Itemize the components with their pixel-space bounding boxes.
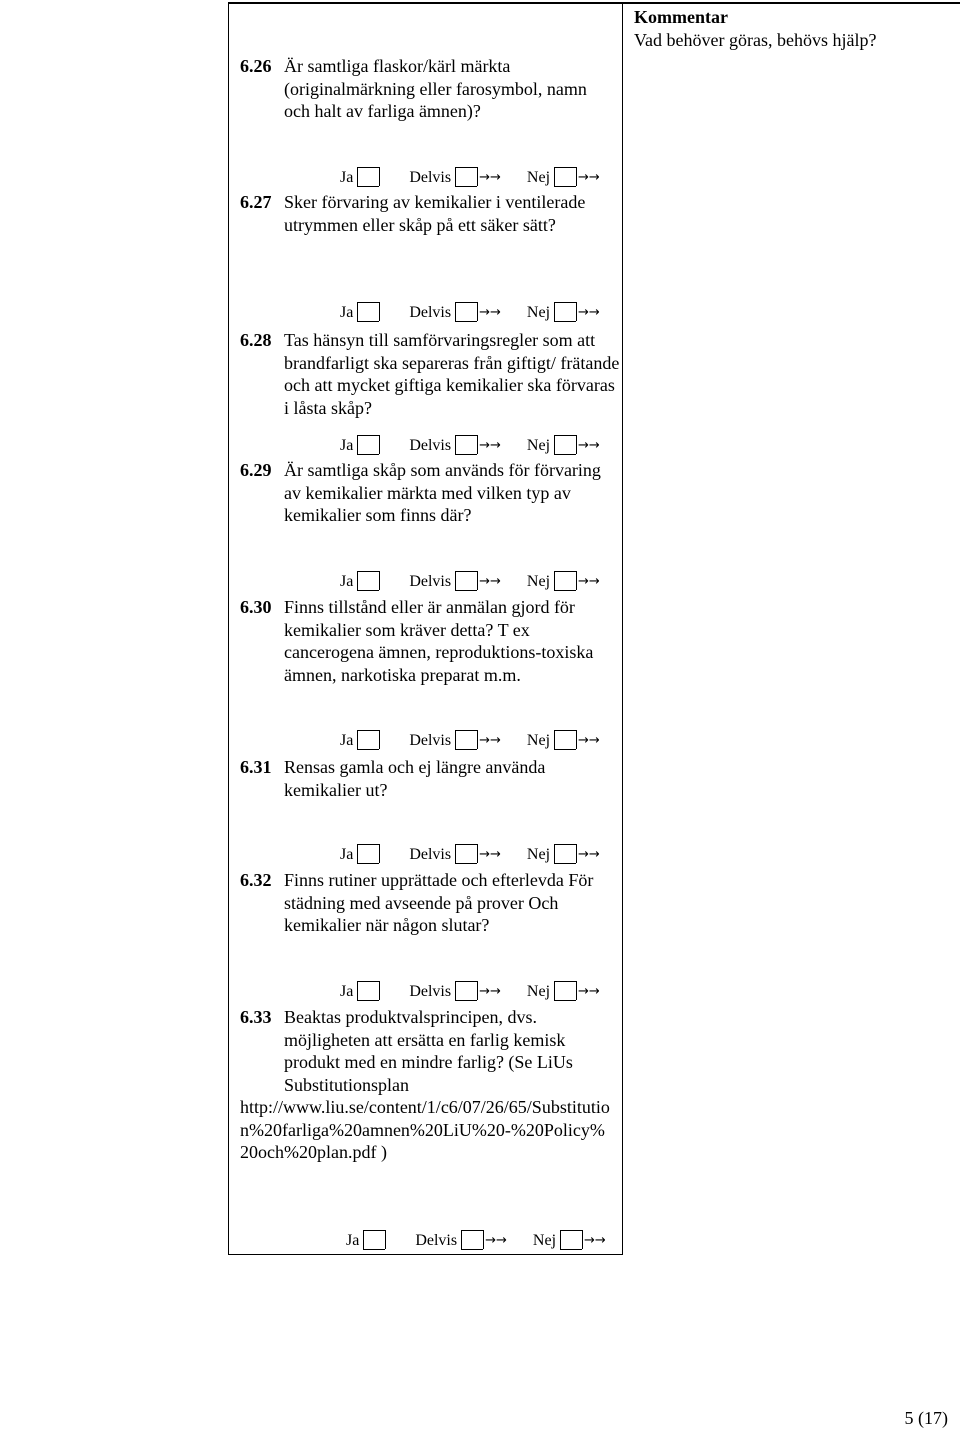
yes-label: Ja <box>340 982 354 1000</box>
no-label: Nej <box>526 572 551 590</box>
question-number: 6.33 <box>240 1007 272 1027</box>
answer-row-6-33 <box>346 1228 606 1252</box>
question-6-29 <box>240 459 620 525</box>
no-checkbox[interactable] <box>554 167 576 187</box>
question-6-30 <box>240 596 620 685</box>
question-number: 6.30 <box>240 597 272 617</box>
no-checkbox[interactable] <box>554 571 576 591</box>
comment-subtitle: Vad behöver göras, behövs hjälp? <box>634 29 877 50</box>
question-6-28 <box>240 329 620 418</box>
yes-label: Ja <box>340 845 354 863</box>
partly-label: Delvis <box>409 572 452 590</box>
arrow-icon: →→ <box>578 732 600 748</box>
yes-label: Ja <box>346 1231 360 1249</box>
page-number: 5 (17) <box>904 1408 948 1428</box>
no-label: Nej <box>526 731 551 749</box>
no-checkbox[interactable] <box>560 1230 582 1250</box>
arrow-icon: →→ <box>578 169 600 185</box>
partly-label: Delvis <box>409 436 452 454</box>
question-number: 6.29 <box>240 460 272 480</box>
partly-checkbox[interactable] <box>455 981 477 1001</box>
question-6-32 <box>240 869 620 935</box>
question-text: Rensas gamla och ej längre använda kemikalier ut? <box>284 757 546 800</box>
partly-checkbox[interactable] <box>455 167 477 187</box>
answer-row-6-27 <box>340 300 600 324</box>
arrow-icon: →→ <box>479 304 501 320</box>
partly-label: Delvis <box>409 845 452 863</box>
yes-label: Ja <box>340 303 354 321</box>
comment-title: Kommentar <box>634 7 728 27</box>
yes-checkbox[interactable] <box>357 435 379 455</box>
arrow-icon: →→ <box>578 437 600 453</box>
arrow-icon: →→ <box>479 573 501 589</box>
arrow-icon: →→ <box>485 1232 507 1248</box>
no-checkbox[interactable] <box>554 730 576 750</box>
no-checkbox[interactable] <box>554 844 576 864</box>
partly-checkbox[interactable] <box>455 571 477 591</box>
yes-checkbox[interactable] <box>357 844 379 864</box>
partly-checkbox[interactable] <box>461 1230 483 1250</box>
partly-label: Delvis <box>409 168 452 186</box>
question-6-33 <box>240 1006 610 1162</box>
table-column-divider <box>622 2 623 1255</box>
answer-row-6-32 <box>340 979 600 1003</box>
answer-row-6-28 <box>340 433 600 457</box>
question-text: Är samtliga flaskor/kärl märkta (originalmärkning eller farosymbol, namn och halt av farliga ämnen)? <box>284 56 587 121</box>
partly-checkbox[interactable] <box>455 435 477 455</box>
no-label: Nej <box>526 303 551 321</box>
partly-checkbox[interactable] <box>455 730 477 750</box>
no-label: Nej <box>526 982 551 1000</box>
answer-row-6-26 <box>340 165 600 189</box>
yes-checkbox[interactable] <box>357 571 379 591</box>
question-number: 6.28 <box>240 330 272 350</box>
yes-label: Ja <box>340 168 354 186</box>
yes-checkbox[interactable] <box>357 730 379 750</box>
no-checkbox[interactable] <box>554 435 576 455</box>
question-number: 6.32 <box>240 870 272 890</box>
question-6-27 <box>240 191 620 235</box>
no-label: Nej <box>526 168 551 186</box>
no-label: Nej <box>526 436 551 454</box>
table-left-border <box>228 2 229 1255</box>
arrow-icon: →→ <box>578 983 600 999</box>
arrow-icon: →→ <box>479 169 501 185</box>
no-checkbox[interactable] <box>554 302 576 322</box>
question-number: 6.27 <box>240 192 272 212</box>
question-text: Finns rutiner upprättade och efterlevda För städning med avseende på prover Och kemikalier när någon slutar? <box>284 870 594 935</box>
partly-label: Delvis <box>415 1231 458 1249</box>
arrow-icon: →→ <box>479 846 501 862</box>
comment-column-header <box>634 6 876 51</box>
arrow-icon: →→ <box>578 846 600 862</box>
table-top-border <box>228 2 960 4</box>
yes-checkbox[interactable] <box>357 302 379 322</box>
question-text: Är samtliga skåp som används för förvaring av kemikalier märkta med vilken typ av kemikalier som finns där? <box>284 460 601 525</box>
question-text: Beaktas produktvalsprincipen, dvs. möjligheten att ersätta en farlig kemisk produkt med en mindre farlig? (Se LiUs Substitutionsplan <box>284 1007 573 1095</box>
question-6-31 <box>240 756 620 800</box>
question-text: Sker förvaring av kemikalier i ventilerade utrymmen eller skåp på ett säker sätt? <box>284 192 586 235</box>
question-6-26 <box>240 55 620 121</box>
yes-label: Ja <box>340 731 354 749</box>
yes-checkbox[interactable] <box>357 981 379 1001</box>
partly-label: Delvis <box>409 731 452 749</box>
partly-label: Delvis <box>409 982 452 1000</box>
yes-checkbox[interactable] <box>363 1230 385 1250</box>
partly-checkbox[interactable] <box>455 844 477 864</box>
yes-label: Ja <box>340 572 354 590</box>
question-number: 6.31 <box>240 757 272 777</box>
arrow-icon: →→ <box>584 1232 606 1248</box>
question-text: Finns tillstånd eller är anmälan gjord för kemikalier som kräver detta? T ex cancerogena ämnen, reproduktions-toxiska ämnen, narkotiska preparat m.m. <box>284 597 594 685</box>
answer-row-6-29 <box>340 569 600 593</box>
answer-row-6-31 <box>340 842 600 866</box>
partly-label: Delvis <box>409 303 452 321</box>
table-bottom-border <box>228 1254 622 1255</box>
no-label: Nej <box>532 1231 557 1249</box>
no-label: Nej <box>526 845 551 863</box>
partly-checkbox[interactable] <box>455 302 477 322</box>
arrow-icon: →→ <box>578 573 600 589</box>
question-link-text[interactable]: http://www.liu.se/content/1/c6/07/26/65/Substitution%20farliga%20amnen%20LiU%20-%20Policy%20och%20plan.pdf ) <box>240 1097 610 1162</box>
arrow-icon: →→ <box>479 732 501 748</box>
question-number: 6.26 <box>240 56 272 76</box>
arrow-icon: →→ <box>479 983 501 999</box>
no-checkbox[interactable] <box>554 981 576 1001</box>
question-text: Tas hänsyn till samförvaringsregler som att brandfarligt ska separeras från giftigt/ frätande och att mycket giftiga kemikalier ska förvaras i låsta skåp? <box>284 330 620 418</box>
arrow-icon: →→ <box>479 437 501 453</box>
yes-checkbox[interactable] <box>357 167 379 187</box>
answer-row-6-30 <box>340 728 600 752</box>
yes-label: Ja <box>340 436 354 454</box>
arrow-icon: →→ <box>578 304 600 320</box>
